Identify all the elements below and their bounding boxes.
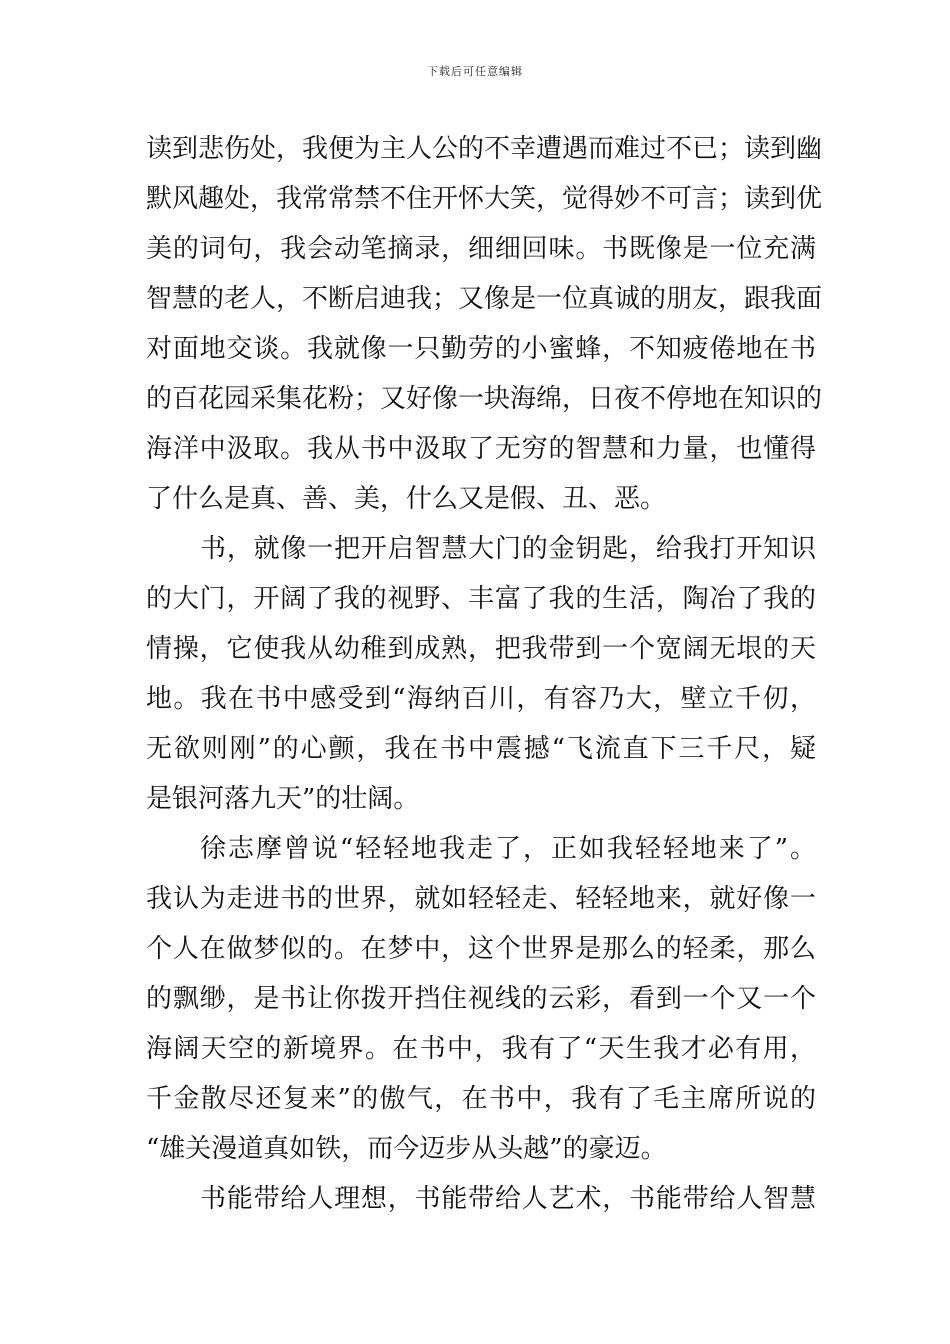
paragraph-3-line-3: 个人在做梦似的。在梦中，这个世界是那么的轻柔，那么: [146, 934, 816, 964]
paragraph-3-line-1: 徐志摩曾说“轻轻地我走了，正如我轻轻地来了”。: [200, 834, 816, 864]
paragraph-3-line-6: 千金散尽还复来”的傲气，在书中，我有了毛主席所说的: [146, 1084, 816, 1114]
paragraph-3-line-7: “雄关漫道真如铁，而今迈步从头越”的豪迈。: [146, 1134, 667, 1164]
paragraph-2-line-5: 无欲则刚”的心颤，我在书中震撼“飞流直下三千尺，疑: [146, 734, 816, 764]
paragraph-2-line-3: 情操，它使我从幼稚到成熟，把我带到一个宽阔无垠的天: [146, 634, 816, 664]
page-header: 下载后可任意编辑: [427, 65, 523, 78]
paragraph-3-line-4: 的飘缈，是书让你拨开挡住视线的云彩，看到一个又一个: [146, 984, 816, 1014]
paragraph-3-line-5: 海阔天空的新境界。在书中，我有了“天生我才必有用，: [146, 1034, 816, 1064]
document-body: [146, 124, 823, 1224]
paragraph-2-line-6: 是银河落九天”的壮阔。: [146, 784, 420, 814]
paragraph-1-line-6: 的百花园采集花粉；又好像一块海绵，日夜不停地在知识的: [146, 384, 823, 414]
paragraph-1-line-5: 对面地交谈。我就像一只勤劳的小蜜蜂，不知疲倦地在书: [146, 334, 816, 364]
paragraph-1-line-8: 了什么是真、善、美，什么又是假、丑、恶。: [146, 484, 667, 514]
paragraph-4-line-1: 书能带给人理想，书能带给人艺术，书能带给人智慧: [200, 1184, 816, 1214]
paragraph-2-line-2: 的大门，开阔了我的视野、丰富了我的生活，陶冶了我的: [146, 584, 816, 614]
paragraph-1-line-1: 读到悲伤处，我便为主人公的不幸遭遇而难过不已；读到幽: [146, 134, 823, 164]
paragraph-1-line-7: 海洋中汲取。我从书中汲取了无穷的智慧和力量，也懂得: [146, 434, 816, 464]
paragraph-3-line-2: 我认为走进书的世界，就如轻轻走、轻轻地来，就好像一: [146, 884, 816, 914]
paragraph-1-line-3: 美的词句，我会动笔摘录，细细回味。书既像是一位充满: [146, 234, 816, 264]
paragraph-1-line-4: 智慧的老人，不断启迪我；又像是一位真诚的朋友，跟我面: [146, 284, 823, 314]
paragraph-2-line-4: 地。我在书中感受到“海纳百川，有容乃大，壁立千仞，: [146, 684, 816, 714]
paragraph-2-line-1: 书，就像一把开启智慧大门的金钥匙，给我打开知识: [200, 534, 816, 564]
paragraph-1-line-2: 默风趣处，我常常禁不住开怀大笑，觉得妙不可言；读到优: [146, 184, 823, 214]
